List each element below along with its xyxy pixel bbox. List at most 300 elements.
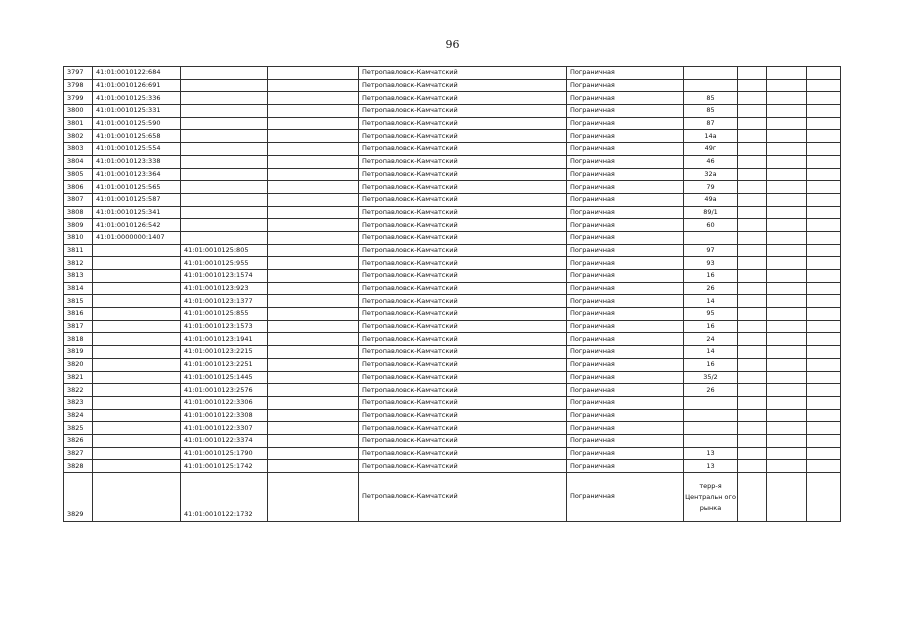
house-number-cell: 60 [684,219,738,232]
empty-cell [738,371,767,384]
empty-cell [738,168,767,181]
empty-cell [807,460,841,473]
cadastral-number-new-cell: 41:01:0010125:955 [181,257,268,270]
empty-cell [767,143,807,156]
table-row [64,346,841,359]
row-number-cell: 3807 [64,193,93,206]
empty-cell [767,117,807,130]
empty-cell [268,358,359,371]
house-number-cell: 87 [684,117,738,130]
cadastral-number-cell [93,422,181,435]
house-number-cell: 16 [684,270,738,283]
table-row [64,168,841,181]
cadastral-number-new-cell: 41:01:0010123:923 [181,282,268,295]
row-number-cell: 3812 [64,257,93,270]
empty-cell [738,92,767,105]
cadastral-number-new-cell: 41:01:0010123:1941 [181,333,268,346]
house-number-cell [684,231,738,244]
house-number-cell: 24 [684,333,738,346]
house-number-cell [684,409,738,422]
empty-cell [767,181,807,194]
cadastral-number-new-cell [181,168,268,181]
row-number-cell: 3816 [64,308,93,321]
empty-cell [767,67,807,80]
cadastral-number-new-cell: 41:01:0010123:2251 [181,358,268,371]
cadastral-number-cell [93,257,181,270]
cadastral-number-cell: 41:01:0010125:341 [93,206,181,219]
city-cell: Петропавловск-Камчатский [359,168,567,181]
row-number-cell: 3810 [64,231,93,244]
empty-cell [738,67,767,80]
cadastral-number-cell [93,460,181,473]
house-number-cell: 16 [684,320,738,333]
empty-cell [268,181,359,194]
city-cell: Петропавловск-Камчатский [359,79,567,92]
empty-cell [767,447,807,460]
cadastral-number-cell: 41:01:0010126:542 [93,219,181,232]
house-number-cell: 13 [684,447,738,460]
table-row [64,434,841,447]
row-number-cell: 3808 [64,206,93,219]
empty-cell [767,270,807,283]
street-cell: Пограничная [567,282,684,295]
house-number-cell: 85 [684,105,738,118]
empty-cell [807,358,841,371]
street-cell: Пограничная [567,181,684,194]
empty-cell [268,460,359,473]
cadastral-number-cell [93,295,181,308]
city-cell: Петропавловск-Камчатский [359,270,567,283]
row-number-cell: 3819 [64,346,93,359]
table-row [64,295,841,308]
house-number-cell: 49а [684,193,738,206]
empty-cell [738,460,767,473]
empty-cell [738,117,767,130]
cadastral-number-new-cell [181,219,268,232]
empty-cell [807,105,841,118]
row-number-cell: 3804 [64,155,93,168]
empty-cell [767,105,807,118]
empty-cell [807,447,841,460]
street-cell: Пограничная [567,295,684,308]
empty-cell [268,320,359,333]
empty-cell [807,473,841,522]
empty-cell [807,181,841,194]
table-row [64,333,841,346]
row-number-cell: 3824 [64,409,93,422]
table-row [64,143,841,156]
cadastral-number-new-cell: 41:01:0010123:1573 [181,320,268,333]
cadastral-number-new-cell: 41:01:0010123:1377 [181,295,268,308]
empty-cell [767,79,807,92]
row-number-cell: 3809 [64,219,93,232]
table-row [64,181,841,194]
city-cell: Петропавловск-Камчатский [359,346,567,359]
street-cell: Пограничная [567,105,684,118]
row-number-cell: 3806 [64,181,93,194]
table-row [64,67,841,80]
street-cell: Пограничная [567,396,684,409]
city-cell: Петропавловск-Камчатский [359,206,567,219]
house-number-cell: 46 [684,155,738,168]
house-number-cell [684,79,738,92]
cadastral-number-new-cell: 41:01:0010122:3308 [181,409,268,422]
city-cell: Петропавловск-Камчатский [359,282,567,295]
cadastral-number-new-cell [181,181,268,194]
empty-cell [738,384,767,397]
city-cell: Петропавловск-Камчатский [359,473,567,522]
page-number: 96 [445,38,460,51]
cadastral-number-cell: 41:01:0010122:684 [93,67,181,80]
register-table-body [64,67,841,522]
empty-cell [738,434,767,447]
house-number-cell: 13 [684,460,738,473]
house-number-cell: 89/1 [684,206,738,219]
empty-cell [738,358,767,371]
empty-cell [268,105,359,118]
street-cell: Пограничная [567,333,684,346]
street-cell: Пограничная [567,92,684,105]
cadastral-number-cell: 41:01:0010125:658 [93,130,181,143]
cadastral-number-cell [93,333,181,346]
house-number-cell: 14 [684,295,738,308]
empty-cell [767,219,807,232]
row-number-cell: 3818 [64,333,93,346]
table-row [64,422,841,435]
house-number-cell: 79 [684,181,738,194]
empty-cell [807,308,841,321]
empty-cell [268,333,359,346]
cadastral-number-cell [93,282,181,295]
empty-cell [268,371,359,384]
empty-cell [807,130,841,143]
cadastral-number-new-cell: 41:01:0010125:855 [181,308,268,321]
city-cell: Петропавловск-Камчатский [359,358,567,371]
city-cell: Петропавловск-Камчатский [359,244,567,257]
table-row [64,244,841,257]
row-number-cell: 3828 [64,460,93,473]
table-row [64,79,841,92]
empty-cell [268,117,359,130]
city-cell: Петропавловск-Камчатский [359,308,567,321]
cadastral-number-new-cell [181,193,268,206]
cadastral-number-new-cell: 41:01:0010122:3306 [181,396,268,409]
empty-cell [767,295,807,308]
empty-cell [767,473,807,522]
cadastral-number-new-cell: 41:01:0010123:2576 [181,384,268,397]
city-cell: Петропавловск-Камчатский [359,92,567,105]
street-cell: Пограничная [567,143,684,156]
empty-cell [767,346,807,359]
register-table [63,66,841,522]
empty-cell [268,396,359,409]
table-row [64,396,841,409]
table-row [64,105,841,118]
empty-cell [738,257,767,270]
city-cell: Петропавловск-Камчатский [359,320,567,333]
cadastral-number-cell: 41:01:0010125:565 [93,181,181,194]
city-cell: Петропавловск-Камчатский [359,231,567,244]
house-number-cell: 26 [684,384,738,397]
city-cell: Петропавловск-Камчатский [359,193,567,206]
cadastral-number-cell: 41:01:0010125:336 [93,92,181,105]
cadastral-number-cell [93,447,181,460]
row-number-cell: 3813 [64,270,93,283]
cadastral-number-new-cell [181,143,268,156]
cadastral-number-cell [93,384,181,397]
empty-cell [807,117,841,130]
empty-cell [738,422,767,435]
empty-cell [767,434,807,447]
cadastral-number-cell: 41:01:0010123:338 [93,155,181,168]
street-cell: Пограничная [567,422,684,435]
row-number-cell: 3803 [64,143,93,156]
empty-cell [767,282,807,295]
empty-cell [268,257,359,270]
empty-cell [767,244,807,257]
city-cell: Петропавловск-Камчатский [359,155,567,168]
cadastral-number-new-cell: 41:01:0010122:3307 [181,422,268,435]
empty-cell [738,155,767,168]
empty-cell [767,358,807,371]
empty-cell [767,320,807,333]
empty-cell [738,447,767,460]
cadastral-number-new-cell: 41:01:0010122:1732 [181,473,268,522]
cadastral-number-cell [93,473,181,522]
row-number-cell: 3797 [64,67,93,80]
city-cell: Петропавловск-Камчатский [359,257,567,270]
street-cell: Пограничная [567,117,684,130]
city-cell: Петропавловск-Камчатский [359,219,567,232]
empty-cell [738,219,767,232]
city-cell: Петропавловск-Камчатский [359,181,567,194]
cadastral-number-new-cell: 41:01:0010125:1790 [181,447,268,460]
row-number-cell: 3829 [64,473,93,522]
cadastral-number-new-cell [181,231,268,244]
cadastral-number-new-cell: 41:01:0010125:805 [181,244,268,257]
house-number-cell: 93 [684,257,738,270]
empty-cell [807,396,841,409]
cadastral-number-new-cell: 41:01:0010125:1445 [181,371,268,384]
street-cell: Пограничная [567,320,684,333]
table-row [64,206,841,219]
street-cell: Пограничная [567,460,684,473]
empty-cell [738,193,767,206]
empty-cell [807,231,841,244]
empty-cell [268,130,359,143]
empty-cell [268,295,359,308]
cadastral-number-cell [93,244,181,257]
empty-cell [738,308,767,321]
street-cell: Пограничная [567,193,684,206]
row-number-cell: 3802 [64,130,93,143]
empty-cell [268,219,359,232]
row-number-cell: 3799 [64,92,93,105]
street-cell: Пограничная [567,219,684,232]
house-number-cell: 85 [684,92,738,105]
row-number-cell: 3821 [64,371,93,384]
empty-cell [738,346,767,359]
city-cell: Петропавловск-Камчатский [359,130,567,143]
empty-cell [807,92,841,105]
empty-cell [268,346,359,359]
table-row [64,320,841,333]
empty-cell [767,231,807,244]
empty-cell [738,206,767,219]
empty-cell [767,193,807,206]
empty-cell [807,155,841,168]
empty-cell [807,434,841,447]
empty-cell [268,270,359,283]
row-number-cell: 3811 [64,244,93,257]
empty-cell [738,270,767,283]
empty-cell [767,384,807,397]
cadastral-number-cell [93,346,181,359]
table-row [64,384,841,397]
empty-cell [767,460,807,473]
cadastral-number-new-cell [181,105,268,118]
street-cell: Пограничная [567,67,684,80]
empty-cell [807,206,841,219]
cadastral-number-cell: 41:01:0000000:1407 [93,231,181,244]
empty-cell [738,231,767,244]
empty-cell [268,168,359,181]
empty-cell [738,396,767,409]
cadastral-number-cell: 41:01:0010125:590 [93,117,181,130]
house-number-cell: 14а [684,130,738,143]
street-cell: Пограничная [567,308,684,321]
empty-cell [738,181,767,194]
cadastral-number-cell [93,358,181,371]
house-number-cell: 49г [684,143,738,156]
table-row [64,473,841,522]
cadastral-number-new-cell: 41:01:0010123:1574 [181,270,268,283]
cadastral-number-new-cell [181,117,268,130]
empty-cell [807,168,841,181]
cadastral-number-new-cell [181,206,268,219]
empty-cell [268,308,359,321]
empty-cell [807,67,841,80]
city-cell: Петропавловск-Камчатский [359,447,567,460]
empty-cell [738,79,767,92]
city-cell: Петропавловск-Камчатский [359,371,567,384]
empty-cell [807,384,841,397]
empty-cell [807,320,841,333]
city-cell: Петропавловск-Камчатский [359,67,567,80]
house-number-cell: 95 [684,308,738,321]
empty-cell [268,422,359,435]
street-cell: Пограничная [567,257,684,270]
empty-cell [767,409,807,422]
city-cell: Петропавловск-Камчатский [359,422,567,435]
city-cell: Петропавловск-Камчатский [359,105,567,118]
table-row [64,257,841,270]
house-number-cell: терр-я Центральн ого рынка [684,473,738,522]
cadastral-number-new-cell [181,155,268,168]
house-number-cell: 14 [684,346,738,359]
row-number-cell: 3815 [64,295,93,308]
city-cell: Петропавловск-Камчатский [359,409,567,422]
empty-cell [767,333,807,346]
house-number-cell: 16 [684,358,738,371]
empty-cell [268,409,359,422]
table-row [64,358,841,371]
cadastral-number-cell: 41:01:0010125:331 [93,105,181,118]
cadastral-number-new-cell: 41:01:0010122:3374 [181,434,268,447]
city-cell: Петропавловск-Камчатский [359,117,567,130]
empty-cell [738,333,767,346]
table-row [64,130,841,143]
street-cell: Пограничная [567,371,684,384]
table-row [64,193,841,206]
empty-cell [767,130,807,143]
empty-cell [738,320,767,333]
row-number-cell: 3805 [64,168,93,181]
cadastral-number-cell [93,371,181,384]
empty-cell [807,346,841,359]
cadastral-number-cell [93,434,181,447]
street-cell: Пограничная [567,155,684,168]
empty-cell [738,409,767,422]
empty-cell [767,155,807,168]
empty-cell [268,434,359,447]
cadastral-number-new-cell: 41:01:0010125:1742 [181,460,268,473]
empty-cell [268,79,359,92]
empty-cell [767,422,807,435]
empty-cell [268,206,359,219]
cadastral-number-cell [93,396,181,409]
empty-cell [738,282,767,295]
house-number-cell: 26 [684,282,738,295]
street-cell: Пограничная [567,231,684,244]
row-number-cell: 3817 [64,320,93,333]
empty-cell [268,384,359,397]
house-number-cell [684,422,738,435]
house-number-cell [684,396,738,409]
table-row [64,308,841,321]
row-number-cell: 3826 [64,434,93,447]
house-number-cell: 97 [684,244,738,257]
street-cell: Пограничная [567,358,684,371]
empty-cell [738,473,767,522]
cadastral-number-new-cell [181,67,268,80]
empty-cell [767,257,807,270]
empty-cell [767,206,807,219]
row-number-cell: 3800 [64,105,93,118]
house-number-cell: 35/2 [684,371,738,384]
city-cell: Петропавловск-Камчатский [359,295,567,308]
street-cell: Пограничная [567,384,684,397]
empty-cell [268,473,359,522]
empty-cell [807,422,841,435]
table-row [64,117,841,130]
table-row [64,409,841,422]
empty-cell [807,193,841,206]
empty-cell [738,244,767,257]
empty-cell [807,143,841,156]
empty-cell [767,371,807,384]
street-cell: Пограничная [567,130,684,143]
cadastral-number-new-cell [181,130,268,143]
cadastral-number-cell: 41:01:0010126:691 [93,79,181,92]
empty-cell [807,79,841,92]
empty-cell [807,409,841,422]
empty-cell [268,67,359,80]
street-cell: Пограничная [567,244,684,257]
table-row [64,270,841,283]
empty-cell [738,105,767,118]
row-number-cell: 3827 [64,447,93,460]
